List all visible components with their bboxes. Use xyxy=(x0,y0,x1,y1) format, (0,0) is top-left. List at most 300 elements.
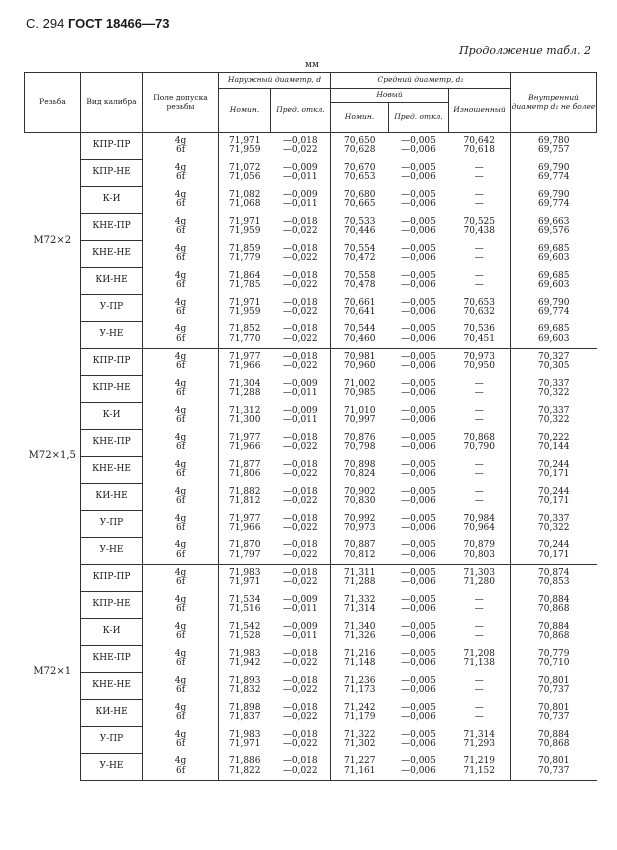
worn-cell xyxy=(449,214,511,241)
tolerance-cell xyxy=(143,511,219,538)
tolerance-cell-value: 6f xyxy=(175,415,186,425)
tolerance-cell xyxy=(143,673,219,700)
mid-nominal-cell xyxy=(331,754,389,781)
mid-nominal-cell-value: 70,887 xyxy=(344,540,376,551)
gauge-cell: КНЕ-ПР xyxy=(81,214,143,241)
worn-cell-value: — xyxy=(474,712,484,722)
mid-nominal-cell-value: 70,460 xyxy=(344,333,376,344)
table-row xyxy=(25,322,597,349)
outer-deviation-cell xyxy=(271,457,331,484)
outer-nominal-cell-value: 71,785 xyxy=(229,280,261,290)
mid-deviation-cell xyxy=(389,349,449,376)
table-row xyxy=(25,295,597,322)
outer-nominal-cell xyxy=(219,700,271,727)
worn-cell-value: 70,438 xyxy=(463,226,495,236)
worn-cell xyxy=(449,619,511,646)
col-tolerance: Поле допуска резьбы xyxy=(143,73,219,133)
mid-nominal-cell-value: 71,179 xyxy=(344,712,376,722)
table-body xyxy=(25,133,597,781)
outer-nominal-cell-value: 71,516 xyxy=(229,604,261,614)
outer-deviation-cell-value: —0,022 xyxy=(282,333,318,344)
mid-nominal-cell-value: 71,002 xyxy=(344,378,376,389)
mid-nominal-cell-value: 70,670 xyxy=(344,162,376,173)
outer-deviation-cell-value: —0,018 xyxy=(282,756,318,767)
worn-cell-value: — xyxy=(474,162,484,173)
worn-cell-value: — xyxy=(474,469,484,479)
mid-deviation-cell-value: —0,006 xyxy=(401,253,436,263)
outer-deviation-cell-value: —0,018 xyxy=(282,297,318,308)
mid-nominal-cell-value: 70,472 xyxy=(344,253,376,263)
mid-nominal-cell-value: 71,340 xyxy=(344,621,376,632)
gauge-cell: КИ-НЕ xyxy=(81,268,143,295)
mid-deviation-cell-value: —0,006 xyxy=(401,765,436,776)
table-row xyxy=(25,565,597,592)
worn-cell xyxy=(449,295,511,322)
outer-nominal-cell xyxy=(219,322,271,349)
tolerance-cell-value: 4g xyxy=(174,459,187,470)
table-row xyxy=(25,592,597,619)
tolerance-cell xyxy=(143,727,219,754)
mid-deviation-cell-value: —0,005 xyxy=(401,189,436,200)
mid-deviation-cell-value: —0,006 xyxy=(401,307,436,317)
outer-nominal-cell-value: 71,072 xyxy=(229,162,261,173)
thread-cell: М72×1 xyxy=(25,565,81,781)
outer-nominal-cell xyxy=(219,484,271,511)
col-outer-deviation: Пред. откл. xyxy=(271,89,331,133)
tolerance-cell-value: 4g xyxy=(174,270,187,281)
mid-deviation-cell-value: —0,005 xyxy=(401,540,436,551)
tolerance-cell-value: 4g xyxy=(174,702,187,713)
inner-cell-value: 69,603 xyxy=(538,253,570,263)
inner-cell-value: 69,790 xyxy=(538,297,570,308)
tolerance-cell-value: 4g xyxy=(174,297,187,308)
mid-nominal-cell-value: 71,302 xyxy=(344,739,376,749)
mid-nominal-cell xyxy=(331,511,389,538)
worn-cell-value: 71,208 xyxy=(463,648,495,659)
table-row xyxy=(25,457,597,484)
table-row xyxy=(25,727,597,754)
standard-code: ГОСТ 18466—73 xyxy=(67,16,170,31)
outer-deviation-cell-value: —0,022 xyxy=(282,442,318,452)
outer-deviation-cell-value: —0,018 xyxy=(282,432,318,443)
mid-deviation-cell-value: —0,006 xyxy=(401,658,436,668)
outer-deviation-cell-value: —0,018 xyxy=(282,486,318,497)
mid-nominal-cell-value: 71,161 xyxy=(344,765,376,776)
outer-deviation-cell-value: —0,022 xyxy=(282,549,318,560)
tolerance-cell xyxy=(143,268,219,295)
outer-deviation-cell-value: —0,011 xyxy=(282,199,318,209)
outer-nominal-cell-value: 71,082 xyxy=(229,189,261,200)
tolerance-cell-value: 6f xyxy=(175,523,186,533)
tolerance-cell xyxy=(143,700,219,727)
mid-deviation-cell xyxy=(389,241,449,268)
mid-nominal-cell-value: 70,960 xyxy=(344,361,376,372)
worn-cell-value: — xyxy=(474,172,484,182)
page-number: С. 294 xyxy=(26,16,65,31)
outer-deviation-cell xyxy=(271,322,331,349)
worn-cell-value: — xyxy=(474,604,484,614)
mid-deviation-cell xyxy=(389,457,449,484)
thread-cell: М72×1,5 xyxy=(25,349,81,565)
gauge-cell: У-ПР xyxy=(81,511,143,538)
mid-nominal-cell-value: 70,661 xyxy=(344,297,376,308)
worn-cell xyxy=(449,241,511,268)
tolerance-cell-value: 6f xyxy=(175,577,186,588)
gauge-cell: КИ-НЕ xyxy=(81,484,143,511)
mid-nominal-cell-value: 70,533 xyxy=(344,216,376,227)
mid-nominal-cell-value: 71,173 xyxy=(344,685,376,695)
mid-deviation-cell-value: —0,005 xyxy=(401,567,436,578)
mid-deviation-cell xyxy=(389,214,449,241)
worn-cell-value: — xyxy=(474,189,484,200)
outer-deviation-cell-value: —0,011 xyxy=(282,631,318,641)
worn-cell xyxy=(449,484,511,511)
inner-cell-value: 70,222 xyxy=(538,432,570,443)
mid-nominal-cell xyxy=(331,673,389,700)
worn-cell-value: — xyxy=(474,253,484,263)
outer-deviation-cell-value: —0,022 xyxy=(282,226,318,236)
outer-nominal-cell-value: 71,966 xyxy=(229,523,261,533)
worn-cell-value: 70,632 xyxy=(463,307,495,317)
mid-deviation-cell-value: —0,005 xyxy=(401,297,436,308)
mid-deviation-cell-value: —0,005 xyxy=(401,756,436,767)
inner-cell-value: 69,603 xyxy=(538,333,570,344)
inner-cell-value: 70,801 xyxy=(538,702,570,713)
outer-nominal-cell-value: 71,870 xyxy=(229,540,261,551)
mid-deviation-cell-value: —0,005 xyxy=(401,594,436,605)
tolerance-cell-value: 4g xyxy=(174,216,187,227)
outer-nominal-cell xyxy=(219,295,271,322)
tolerance-cell-value: 6f xyxy=(175,172,186,182)
outer-deviation-cell-value: —0,011 xyxy=(282,172,318,182)
outer-nominal-cell-value: 71,822 xyxy=(229,765,261,776)
outer-nominal-cell xyxy=(219,565,271,592)
inner-cell-value: 70,779 xyxy=(538,648,570,659)
outer-nominal-cell-value: 71,971 xyxy=(229,216,261,227)
tolerance-cell-value: 6f xyxy=(175,199,186,209)
mid-deviation-cell-value: —0,005 xyxy=(401,351,436,362)
outer-deviation-cell xyxy=(271,133,331,160)
outer-deviation-cell xyxy=(271,700,331,727)
mid-nominal-cell xyxy=(331,268,389,295)
tolerance-cell xyxy=(143,322,219,349)
outer-deviation-cell-value: —0,018 xyxy=(282,513,318,524)
outer-nominal-cell-value: 71,959 xyxy=(229,226,261,236)
outer-nominal-cell-value: 71,977 xyxy=(229,432,261,443)
outer-deviation-cell-value: —0,022 xyxy=(282,739,318,749)
tolerance-cell-value: 4g xyxy=(174,729,187,740)
outer-nominal-cell-value: 71,971 xyxy=(229,739,261,749)
outer-nominal-cell-value: 71,797 xyxy=(229,549,261,560)
outer-deviation-cell-value: —0,018 xyxy=(282,675,318,686)
mid-nominal-cell-value: 71,010 xyxy=(344,405,376,416)
worn-cell xyxy=(449,754,511,781)
tolerance-cell xyxy=(143,646,219,673)
tolerance-cell-value: 6f xyxy=(175,631,186,641)
table-row xyxy=(25,646,597,673)
mid-nominal-cell xyxy=(331,592,389,619)
tolerance-cell xyxy=(143,241,219,268)
outer-nominal-cell-value: 71,983 xyxy=(229,729,261,740)
inner-cell xyxy=(511,484,597,511)
table-row xyxy=(25,241,597,268)
mid-deviation-cell xyxy=(389,403,449,430)
mid-nominal-cell-value: 70,824 xyxy=(344,469,376,479)
tolerance-cell-value: 4g xyxy=(174,351,187,362)
inner-cell-value: 70,322 xyxy=(538,388,570,398)
worn-cell xyxy=(449,322,511,349)
table-row xyxy=(25,484,597,511)
worn-cell xyxy=(449,403,511,430)
mid-nominal-cell-value: 70,898 xyxy=(344,459,376,470)
worn-cell xyxy=(449,511,511,538)
tolerance-cell-value: 4g xyxy=(174,567,187,578)
outer-nominal-cell-value: 71,882 xyxy=(229,486,261,497)
outer-nominal-cell-value: 71,859 xyxy=(229,243,261,254)
inner-cell xyxy=(511,349,597,376)
worn-cell-value: 70,536 xyxy=(463,324,495,335)
mid-nominal-cell-value: 71,288 xyxy=(344,577,376,588)
tolerance-cell-value: 6f xyxy=(175,658,186,668)
unit-label: мм xyxy=(305,60,320,70)
tolerance-cell-value: 4g xyxy=(174,675,187,686)
mid-nominal-cell-value: 70,628 xyxy=(344,145,376,156)
gauge-cell: КПР-ПР xyxy=(81,133,143,160)
mid-deviation-cell-value: —0,005 xyxy=(401,459,436,470)
gauge-cell: КПР-НЕ xyxy=(81,592,143,619)
mid-deviation-cell-value: —0,005 xyxy=(401,405,436,416)
worn-cell-value: 70,868 xyxy=(463,432,495,443)
outer-nominal-cell-value: 71,542 xyxy=(229,621,261,632)
outer-deviation-cell xyxy=(271,214,331,241)
outer-nominal-cell-value: 71,886 xyxy=(229,756,261,767)
tolerance-cell-value: 4g xyxy=(174,648,187,659)
tolerance-cell-value: 4g xyxy=(174,513,187,524)
mid-deviation-cell xyxy=(389,592,449,619)
mid-deviation-cell-value: —0,006 xyxy=(401,712,436,722)
mid-nominal-cell-value: 71,216 xyxy=(344,648,376,659)
gauge-cell: У-НЕ xyxy=(81,322,143,349)
tolerance-cell-value: 6f xyxy=(175,226,186,236)
tolerance-cell-value: 6f xyxy=(175,253,186,263)
outer-deviation-cell-value: —0,018 xyxy=(282,540,318,551)
tolerance-cell-value: 4g xyxy=(174,189,187,200)
worn-cell-value: — xyxy=(474,675,484,686)
mid-nominal-cell xyxy=(331,484,389,511)
mid-nominal-cell xyxy=(331,187,389,214)
outer-nominal-cell xyxy=(219,160,271,187)
gauge-cell: У-НЕ xyxy=(81,754,143,781)
tolerance-cell-value: 4g xyxy=(174,540,187,551)
worn-cell xyxy=(449,673,511,700)
table-row xyxy=(25,673,597,700)
worn-cell xyxy=(449,457,511,484)
outer-nominal-cell-value: 71,304 xyxy=(229,378,261,389)
worn-cell-value: 71,314 xyxy=(463,729,495,740)
gauge-cell: КНЕ-ПР xyxy=(81,430,143,457)
worn-cell xyxy=(449,268,511,295)
worn-cell xyxy=(449,187,511,214)
mid-deviation-cell-value: —0,006 xyxy=(401,280,436,290)
outer-nominal-cell-value: 71,832 xyxy=(229,685,261,695)
mid-deviation-cell xyxy=(389,727,449,754)
tolerance-cell-value: 4g xyxy=(174,594,187,605)
outer-deviation-cell xyxy=(271,187,331,214)
inner-cell-value: 70,244 xyxy=(538,486,570,497)
mid-deviation-cell-value: —0,006 xyxy=(401,577,436,588)
inner-cell-value: 70,144 xyxy=(538,442,570,452)
worn-cell xyxy=(449,727,511,754)
tolerance-cell xyxy=(143,187,219,214)
mid-nominal-cell-value: 71,236 xyxy=(344,675,376,686)
mid-deviation-cell-value: —0,005 xyxy=(401,648,436,659)
table-row xyxy=(25,511,597,538)
mid-nominal-cell-value: 70,798 xyxy=(344,442,376,452)
mid-deviation-cell-value: —0,005 xyxy=(401,513,436,524)
inner-cell-value: 70,327 xyxy=(538,351,570,362)
outer-nominal-cell xyxy=(219,673,271,700)
mid-nominal-cell-value: 70,641 xyxy=(344,307,376,317)
mid-deviation-cell-value: —0,006 xyxy=(401,685,436,695)
mid-deviation-cell-value: —0,005 xyxy=(401,621,436,632)
worn-cell-value: 71,219 xyxy=(463,756,495,767)
mid-deviation-cell xyxy=(389,295,449,322)
outer-deviation-cell-value: —0,022 xyxy=(282,469,318,479)
worn-cell-value: — xyxy=(474,496,484,506)
mid-nominal-cell-value: 71,332 xyxy=(344,594,376,605)
col-new: Новый xyxy=(331,89,449,103)
mid-deviation-cell-value: —0,005 xyxy=(401,162,436,173)
worn-cell-value: 70,451 xyxy=(463,333,495,344)
tolerance-cell-value: 4g xyxy=(174,243,187,254)
mid-nominal-cell-value: 70,876 xyxy=(344,432,376,443)
outer-deviation-cell-value: —0,018 xyxy=(282,270,318,281)
outer-deviation-cell-value: —0,022 xyxy=(282,712,318,722)
tolerance-cell xyxy=(143,160,219,187)
inner-cell-value: 70,868 xyxy=(538,631,570,641)
inner-cell xyxy=(511,754,597,781)
outer-nominal-cell xyxy=(219,592,271,619)
gauge-cell: КНЕ-НЕ xyxy=(81,241,143,268)
gauge-cell: КПР-НЕ xyxy=(81,160,143,187)
worn-cell-value: — xyxy=(474,702,484,713)
worn-cell-value: 70,653 xyxy=(463,297,495,308)
mid-deviation-cell-value: —0,005 xyxy=(401,378,436,389)
mid-deviation-cell-value: —0,006 xyxy=(401,496,436,506)
inner-cell-value: 70,244 xyxy=(538,459,570,470)
outer-deviation-cell-value: —0,022 xyxy=(282,361,318,372)
mid-nominal-cell-value: 70,544 xyxy=(344,324,376,335)
outer-deviation-cell-value: —0,022 xyxy=(282,658,318,668)
tolerance-cell-value: 4g xyxy=(174,324,187,335)
outer-deviation-cell-value: —0,018 xyxy=(282,351,318,362)
col-middle: Средний диаметр, d₂ xyxy=(331,73,511,89)
worn-cell-value: 71,138 xyxy=(463,658,495,668)
mid-deviation-cell-value: —0,005 xyxy=(401,486,436,497)
outer-nominal-cell-value: 71,864 xyxy=(229,270,261,281)
tolerance-cell xyxy=(143,403,219,430)
mid-nominal-cell-value: 70,981 xyxy=(344,351,376,362)
worn-cell-value: 70,879 xyxy=(463,540,495,551)
tolerance-cell-value: 4g xyxy=(174,378,187,389)
mid-deviation-cell-value: —0,005 xyxy=(401,243,436,254)
outer-nominal-cell-value: 71,971 xyxy=(229,577,261,588)
outer-deviation-cell-value: —0,022 xyxy=(282,307,318,317)
outer-deviation-cell-value: —0,018 xyxy=(282,567,318,578)
inner-cell-value: 70,884 xyxy=(538,729,570,740)
outer-nominal-cell-value: 71,971 xyxy=(229,135,261,146)
mid-nominal-cell xyxy=(331,457,389,484)
tolerance-cell-value: 4g xyxy=(174,162,187,173)
tolerance-cell-value: 6f xyxy=(175,145,186,156)
inner-cell-value: 70,884 xyxy=(538,594,570,605)
table-row xyxy=(25,538,597,565)
mid-nominal-cell-value: 70,478 xyxy=(344,280,376,290)
gauge-cell: КНЕ-НЕ xyxy=(81,457,143,484)
outer-deviation-cell xyxy=(271,754,331,781)
table-row xyxy=(25,349,597,376)
col-mid-deviation: Пред. откл. xyxy=(389,103,449,133)
mid-nominal-cell-value: 70,997 xyxy=(344,415,376,425)
worn-cell-value: 70,618 xyxy=(463,145,495,156)
col-inner: Внутренний диаметр d₁ не более xyxy=(511,73,597,133)
tolerance-cell-value: 6f xyxy=(175,496,186,506)
mid-nominal-cell xyxy=(331,619,389,646)
mid-nominal-cell-value: 70,554 xyxy=(344,243,376,254)
worn-cell-value: — xyxy=(474,405,484,416)
mid-nominal-cell-value: 70,650 xyxy=(344,135,376,146)
outer-deviation-cell xyxy=(271,646,331,673)
inner-cell-value: 70,305 xyxy=(538,361,570,372)
inner-cell-value: 69,757 xyxy=(538,145,570,156)
col-mid-nominal: Номин. xyxy=(331,103,389,133)
tolerance-cell xyxy=(143,133,219,160)
gauge-cell: К-И xyxy=(81,187,143,214)
inner-cell-value: 70,171 xyxy=(538,496,570,506)
tolerance-cell xyxy=(143,295,219,322)
tolerance-cell xyxy=(143,592,219,619)
outer-nominal-cell-value: 71,983 xyxy=(229,648,261,659)
inner-cell-value: 69,790 xyxy=(538,162,570,173)
inner-cell xyxy=(511,133,597,160)
inner-cell xyxy=(511,187,597,214)
worn-cell-value: — xyxy=(474,621,484,632)
mid-deviation-cell-value: —0,005 xyxy=(401,675,436,686)
outer-nominal-cell-value: 71,977 xyxy=(229,513,261,524)
worn-cell xyxy=(449,592,511,619)
table-row xyxy=(25,403,597,430)
worn-cell-value: — xyxy=(474,270,484,281)
inner-cell-value: 70,337 xyxy=(538,378,570,389)
tolerance-cell xyxy=(143,457,219,484)
worn-cell-value: 70,525 xyxy=(463,216,495,227)
tolerance-cell-value: 6f xyxy=(175,388,186,398)
mid-nominal-cell-value: 70,653 xyxy=(344,172,376,182)
worn-cell xyxy=(449,565,511,592)
inner-cell xyxy=(511,295,597,322)
mid-nominal-cell-value: 71,242 xyxy=(344,702,376,713)
outer-deviation-cell-value: —0,018 xyxy=(282,243,318,254)
tolerance-cell-value: 4g xyxy=(174,432,187,443)
tolerance-cell-value: 6f xyxy=(175,469,186,479)
tolerance-cell xyxy=(143,214,219,241)
mid-nominal-cell-value: 71,314 xyxy=(344,604,376,614)
worn-cell-value: 70,973 xyxy=(463,351,495,362)
mid-deviation-cell-value: —0,006 xyxy=(401,523,436,533)
mid-nominal-cell xyxy=(331,160,389,187)
outer-nominal-cell-value: 71,966 xyxy=(229,361,261,372)
worn-cell-value: — xyxy=(474,280,484,290)
